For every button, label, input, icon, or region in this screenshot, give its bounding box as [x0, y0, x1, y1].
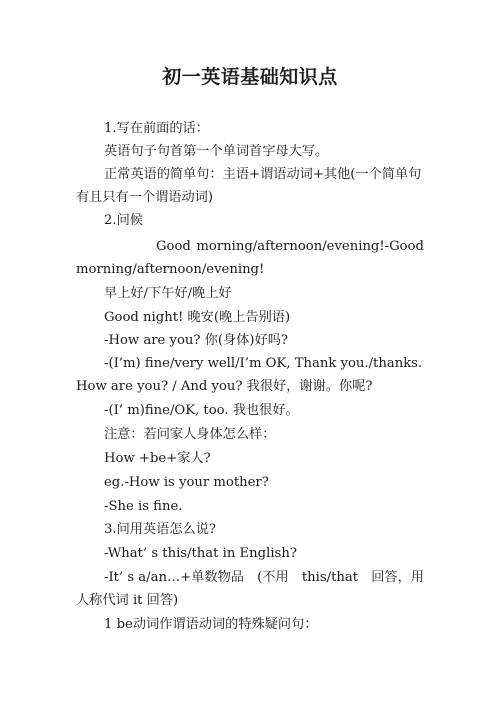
- text-word: 回答，用: [371, 570, 424, 585]
- text-line: How +be+家人?: [104, 451, 211, 466]
- text-line: 3.问用英语怎么说?: [104, 522, 216, 537]
- text-line: 英语句子句首第一个单词首字母大写。: [104, 144, 329, 159]
- text-line: -How are you? 你(身体)好吗?: [104, 333, 288, 348]
- text-line: 注意：若问家人身体怎么样：: [104, 427, 276, 442]
- text-word: Good: [156, 239, 191, 254]
- text-word: this/that: [301, 570, 359, 585]
- text-word: -It’ s a/an…+单数物品: [104, 570, 244, 585]
- text-line: 人称代词 it 回答): [76, 593, 179, 608]
- text-line: How are you? / And you? 我很好，谢谢。你呢?: [76, 379, 373, 394]
- text-line: 2.问候: [104, 213, 143, 228]
- text-line: 正常英语的简单句：主语+谓语动词+其他(一个简单句: [104, 167, 422, 182]
- text-line: -What’ s this/that in English?: [104, 546, 297, 561]
- text-line: morning/afternoon/evening!: [76, 262, 265, 277]
- page-title: 初一英语基础知识点: [162, 66, 338, 88]
- text-line: eg.-How is your mother?: [104, 475, 269, 490]
- text-line: 1 be动词作谓语动词的特殊疑问句：: [104, 617, 318, 632]
- text-word: morning/afternoon/evening!-Good: [196, 239, 424, 254]
- text-line-justified: [104, 569, 424, 587]
- text-line: 有且只有一个谓语动词): [76, 190, 214, 205]
- text-line-justified: [76, 238, 424, 256]
- text-line: 1.写在前面的话：: [104, 121, 209, 136]
- text-word: (不用: [257, 570, 289, 585]
- text-line: -(I’m) fine/very well/I’m OK, Thank you./thanks.: [104, 356, 423, 371]
- text-line: -She is fine.: [104, 499, 183, 514]
- text-line: 早上好/下午好/晚上好: [104, 286, 232, 301]
- text-line: -(I’ m)fine/OK, too. 我也很好。: [104, 403, 299, 418]
- text-line: Good night! 晚安(晚上告别语): [104, 310, 291, 325]
